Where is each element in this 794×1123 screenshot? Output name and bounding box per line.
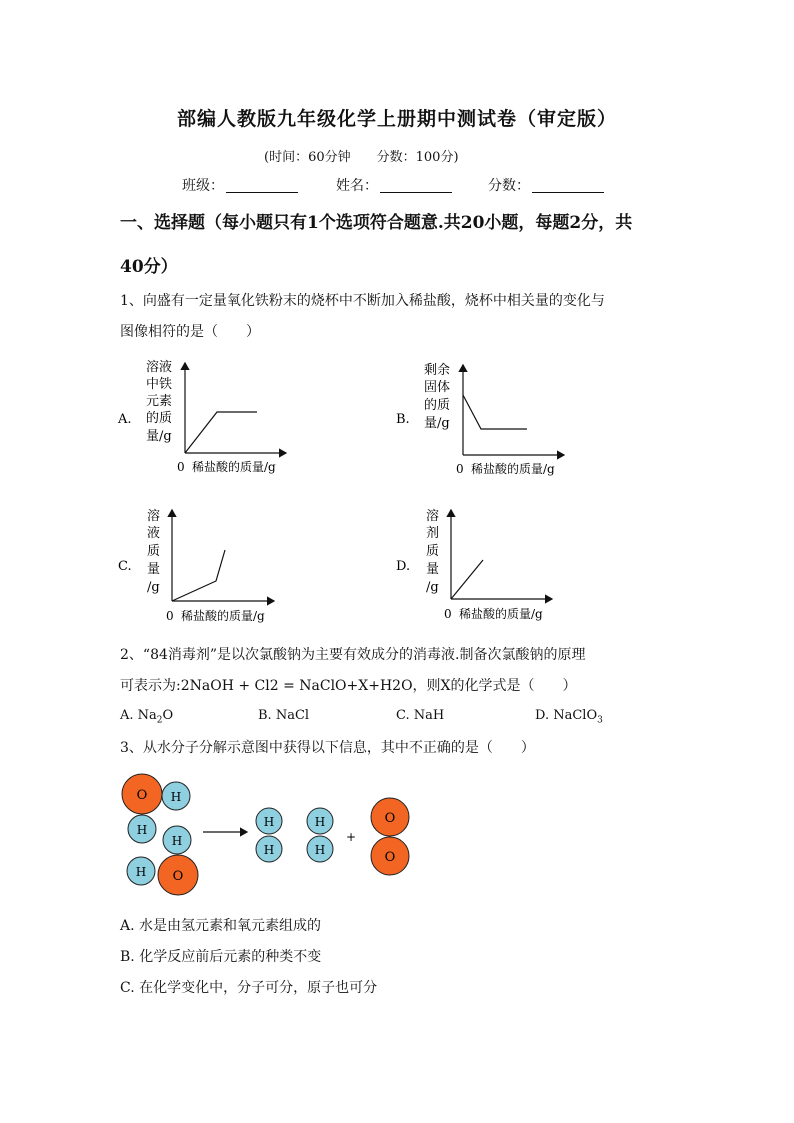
graph-a-origin: 0 [177,460,185,474]
graph-d-ylabel-3: 质 [426,544,440,559]
q1-text-cont: 图像相符的是（ ） [120,324,260,340]
section-heading-cont: 40分） [120,257,178,277]
q3-option-b: B. 化学反应前后元素的种类不变 [120,949,322,965]
name-blank[interactable] [380,178,452,193]
graph-a-ylabel-5: 量/g [146,429,172,444]
graph-c-ylabel-2: 液 [147,526,161,541]
graph-d-ylabel-5: /g [426,580,439,595]
q3-option-c: C. 在化学变化中，分子可分，原子也可分 [120,980,378,996]
name-label: 姓名： [336,178,378,194]
graph-b-origin: 0 [456,462,464,476]
graph-d-letter: D. [396,559,411,574]
q2-option-c: C. NaH [396,708,445,723]
graph-c-ylabel-4: 量 [147,562,161,577]
water-decomposition-diagram [115,768,425,900]
score-field [488,175,604,195]
graph-a-ylabel-2: 中铁 [146,377,173,392]
plus-sign: + [345,830,357,844]
svg-text:O: O [136,788,148,803]
class-label: 班级： [182,178,224,194]
section-heading: 一、选择题（每小题只有1个选项符合题意.共20小题，每题2分，共 [120,213,633,233]
graph-d-ylabel-2: 剂 [426,526,440,541]
graph-d-origin: 0 [444,607,452,621]
q2-option-b: B. NaCl [258,708,310,723]
svg-text:H: H [170,790,182,804]
svg-text:H: H [136,823,148,837]
graph-c-ylabel-5: /g [147,580,160,595]
graph-c-curve [172,550,225,601]
svg-text:O: O [384,850,396,865]
exam-time: (时间：60分钟 [264,150,351,165]
q1-text: 1、向盛有一定量氧化铁粉末的烧杯中不断加入稀盐酸，烧杯中相关量的变化与 [120,293,605,309]
graph-b-ylabel-2: 固体 [424,380,451,395]
graph-a [112,355,302,480]
graph-a-ylabel-1: 溶液 [146,360,173,375]
graph-d [390,500,580,628]
graph-d-xlabel: 稀盐酸的质量/g [459,607,543,621]
svg-text:H: H [263,815,275,829]
score-blank[interactable] [532,178,604,193]
svg-text:H: H [135,865,147,879]
graph-b-curve [463,395,527,429]
svg-text:H: H [263,843,275,857]
graph-b-ylabel-1: 剩余 [424,363,451,378]
svg-text:O: O [172,869,184,884]
svg-text:H: H [171,834,183,848]
q2-option-a: A. $Na_2O$ [120,708,174,726]
graph-c-xlabel: 稀盐酸的质量/g [181,609,265,623]
graph-c [112,500,302,628]
graph-b-ylabel-4: 量/g [424,416,450,431]
graph-a-letter: A. [118,412,132,427]
graph-a-curve [185,412,257,453]
svg-text:O: O [384,811,396,826]
graph-d-curve [451,560,483,599]
class-field [182,175,298,195]
graph-d-ylabel-1: 溶 [426,509,440,524]
q2-text: 2、“84消毒剂”是以次氯酸钠为主要有效成分的消毒液.制备次氯酸钠的原理 [120,647,586,663]
score-label: 分数： [488,178,530,194]
graph-c-ylabel-1: 溶 [147,509,161,524]
graph-b-ylabel-3: 的质 [424,398,451,413]
graph-c-origin: 0 [166,609,174,623]
svg-text:H: H [314,843,326,857]
graph-b-letter: B. [396,412,410,427]
class-blank[interactable] [226,178,298,193]
graph-a-ylabel-3: 元素 [146,394,173,409]
svg-text:H: H [314,815,326,829]
graph-a-ylabel-4: 的质 [146,411,173,426]
page-title: 部编人教版九年级化学上册期中测试卷（审定版） [176,108,617,130]
graph-a-xlabel: 稀盐酸的质量/g [192,460,276,474]
graph-b [390,355,580,480]
q2-text-cont: 可表示为:2NaOH + Cl2 = NaClO+X+H2O，则X的化学式是（ ） [120,678,577,694]
q3-option-a: A. 水是由氢元素和氧元素组成的 [120,918,322,934]
graph-b-xlabel: 稀盐酸的质量/g [471,462,555,476]
graph-d-ylabel-4: 量 [426,562,440,577]
q3-text: 3、从水分子分解示意图中获得以下信息，其中不正确的是（ ） [120,740,535,756]
exam-score: 分数：100分) [376,150,459,165]
name-field [336,175,452,195]
graph-c-letter: C. [118,559,132,574]
graph-c-ylabel-3: 质 [147,544,161,559]
exam-info [264,146,485,165]
q2-option-d: D. NaClO$_3$ [535,708,603,726]
